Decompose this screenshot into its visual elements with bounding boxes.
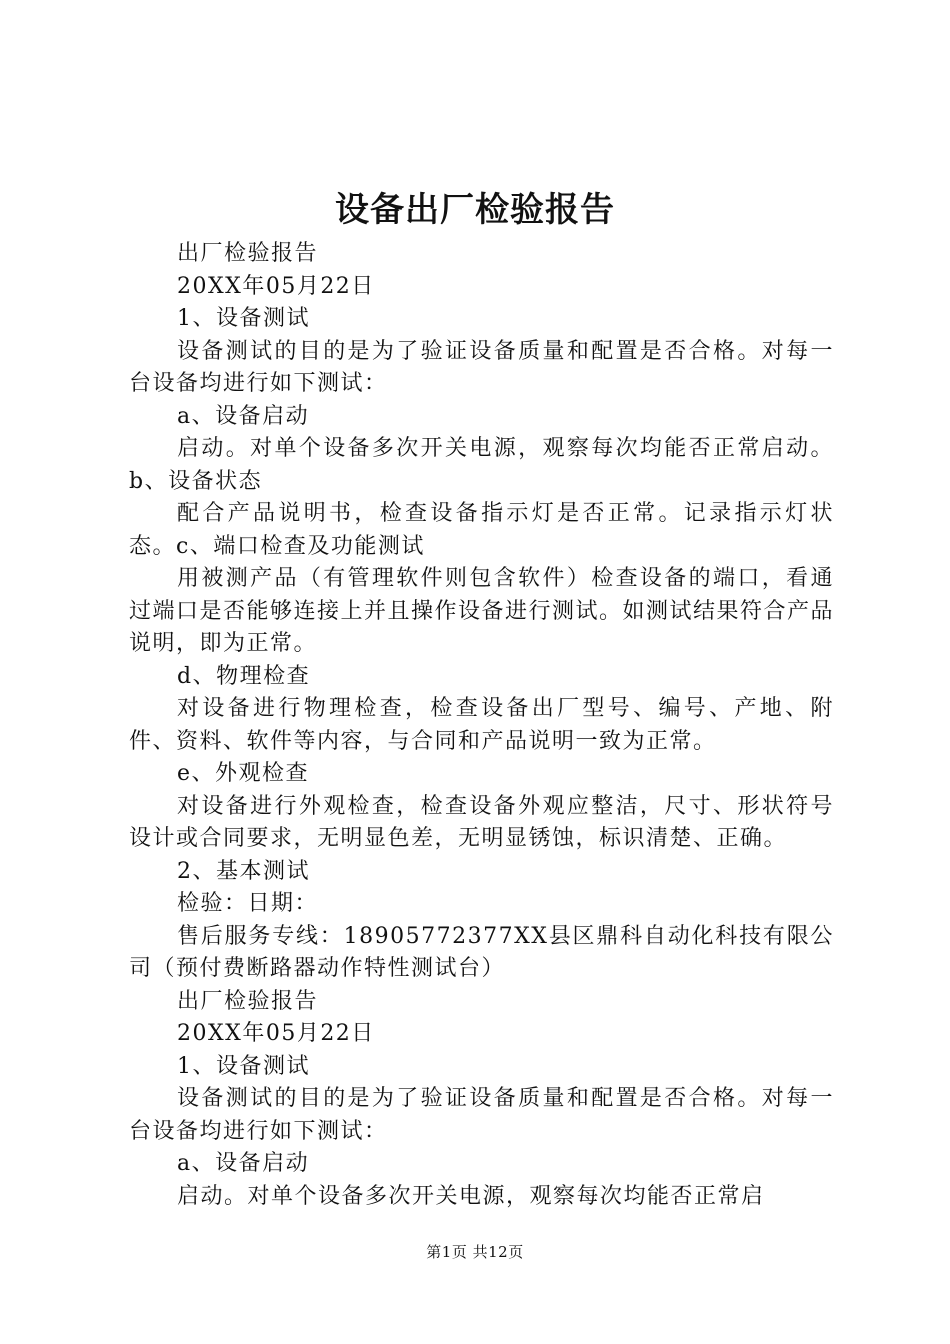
paragraph: 1、设备测试 <box>177 306 310 331</box>
paragraph: 启动。对单个设备多次开关电源，观察每次均能否正常启动。b、设备状态 <box>129 436 834 494</box>
paragraph: 1、设备测试 <box>177 1053 310 1079</box>
paragraph: 检验：日期： <box>177 891 319 916</box>
paragraph: 20XX年05月22日 <box>177 1021 375 1046</box>
paragraph: 出厂检验报告 <box>177 241 319 266</box>
paragraph: 20XX年05月22日 <box>177 273 375 299</box>
paragraph: 启动。对单个设备多次开关电源，观察每次均能否正常启 <box>177 1183 765 1209</box>
paragraph: 对设备进行物理检查，检查设备出厂型号、编号、产地、附件、资料、软件等内容，与合同和产品说明一致为正常。 <box>129 696 834 754</box>
paragraph: 用被测产品（有管理软件则包含软件）检查设备的端口，看通过端口是否能够连接上并且操作设备进行测试。如测试结果符合产品说明，即为正常。 <box>129 566 835 656</box>
document-body <box>129 238 834 1213</box>
paragraph: 设备测试的目的是为了验证设备质量和配置是否合格。对每一台设备均进行如下测试： <box>129 338 834 396</box>
paragraph: 配合产品说明书，检查设备指示灯是否正常。记录指示灯状态。c、端口检查及功能测试 <box>129 501 834 559</box>
paragraph: d、物理检查 <box>177 663 311 689</box>
paragraph: e、外观检查 <box>177 761 310 786</box>
paragraph: 对设备进行外观检查，检查设备外观应整洁，尺寸、形状符号设计或合同要求，无明显色差，无明显锈蚀，标识清楚、正确。 <box>129 793 834 851</box>
paragraph: 设备测试的目的是为了验证设备质量和配置是否合格。对每一台设备均进行如下测试： <box>129 1086 834 1144</box>
page-number-footer: 第1页 共12页 <box>426 1243 524 1261</box>
paragraph: 2、基本测试 <box>177 858 310 884</box>
paragraph: a、设备启动 <box>177 403 310 429</box>
paragraph: 售后服务专线：18905772377XX县区鼎科自动化科技有限公司（预付费断路器动作特性测试台） <box>129 923 834 981</box>
paragraph: 出厂检验报告 <box>177 988 319 1014</box>
document-title: 设备出厂检验报告 <box>335 190 615 230</box>
paragraph: a、设备启动 <box>177 1151 310 1176</box>
